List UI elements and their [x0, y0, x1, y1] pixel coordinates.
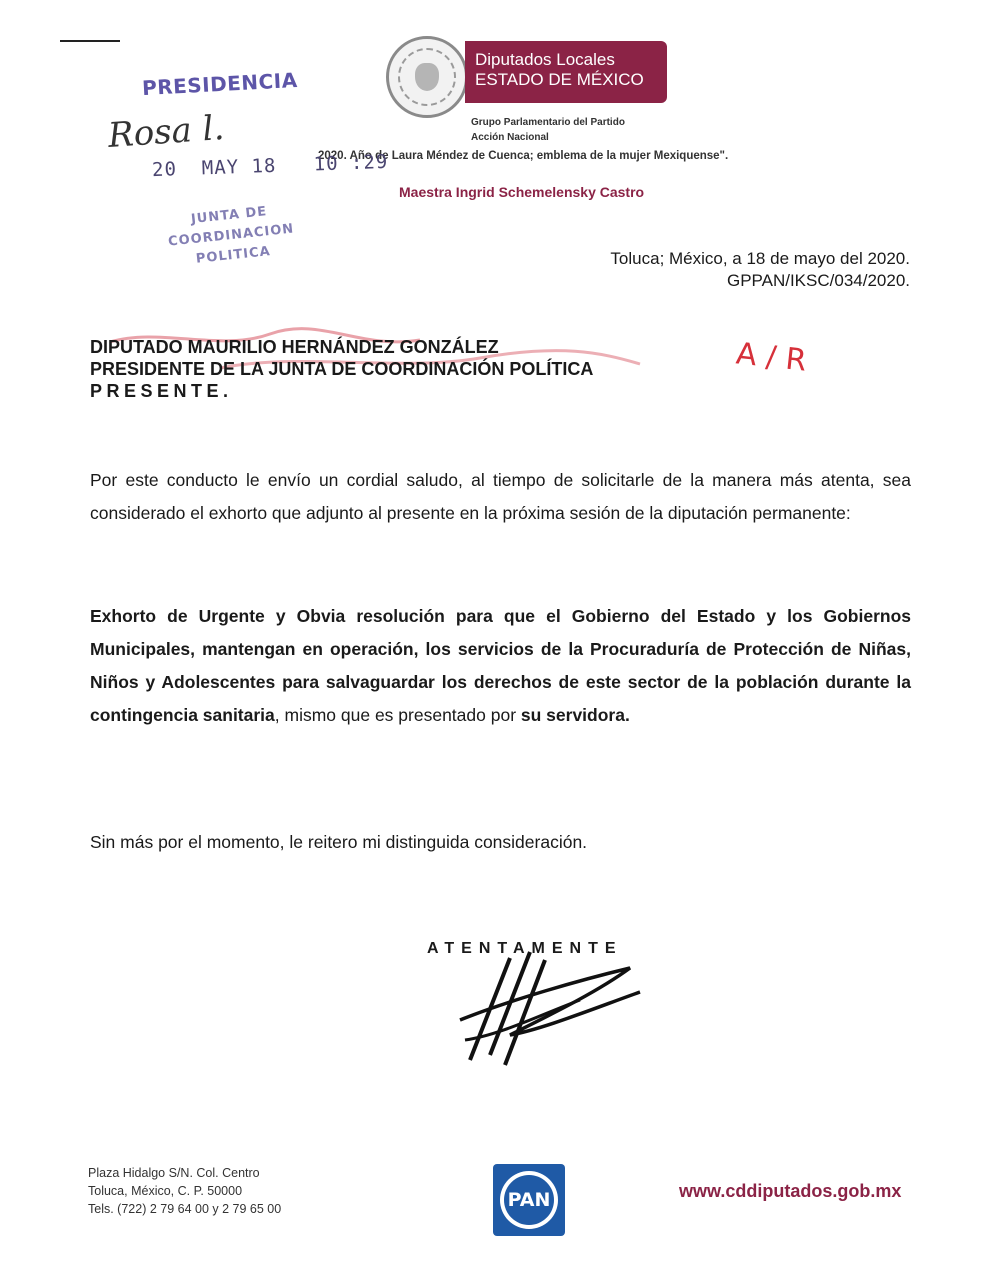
- year-motto: 2020. Año de Laura Méndez de Cuenca; emblema de la mujer Mexiquense".: [318, 150, 729, 162]
- exhorto-title: Exhorto de Urgente y Obvia resolución para que el Gobierno del Estado y los Gobiernos Municipales, mantengan en operación, los servicios de la Procuraduría de Protección de Niñas, Niños y Adolescentes para salvaguardar los derechos de este sector de la población durante la contingencia sanitaria: [90, 606, 911, 725]
- footer-address-line-1: Plaza Hidalgo S/N. Col. Centro: [88, 1166, 260, 1180]
- exhorto-connector: , mismo que es presentado por: [274, 705, 521, 725]
- addressee-block: [90, 336, 593, 402]
- paragraph-request: Por este conducto le envío un cordial saludo, al tiempo de solicitarle de la manera más atenta, sea considerado el exhorto que adjunto al presente en la próxima sesión de la diputación permanente:: [90, 470, 911, 523]
- author-name: Maestra Ingrid Schemelensky Castro: [399, 184, 645, 200]
- brand-line-1: Diputados Locales: [475, 50, 615, 69]
- date-reference-block: [610, 248, 910, 292]
- exhorto-end: su servidora.: [520, 705, 630, 725]
- group-line-1: Grupo Parlamentario del Partido: [471, 117, 625, 128]
- handwritten-annotation: A / R: [734, 336, 809, 379]
- brand-box: [465, 41, 667, 103]
- junta-stamp: [165, 200, 297, 273]
- junta-line-3: POLITICA: [195, 244, 272, 267]
- addressee-title: PRESIDENTE DE LA JUNTA DE COORDINACIÓN POLÍTICA: [90, 359, 594, 379]
- top-rule: [60, 40, 120, 42]
- paragraph-closing: Sin más por el momento, le reitero mi distinguida consideración.: [90, 832, 588, 852]
- received-date-stamp: [152, 151, 389, 181]
- paragraph-exhorto: [90, 600, 911, 732]
- footer-address-line-2: Toluca, México, C. P. 50000: [88, 1184, 243, 1198]
- pan-logo-icon: [493, 1164, 565, 1236]
- reference-number: GPPAN/IKSC/034/2020.: [726, 271, 910, 290]
- junta-line-1: JUNTA DE: [190, 204, 268, 228]
- footer-address: [88, 1164, 281, 1218]
- signature-mark: [450, 940, 650, 1080]
- state-seal-icon: [386, 36, 468, 118]
- pan-logo-text: PAN: [504, 1175, 554, 1225]
- presidencia-stamp: PRESIDENCIA: [141, 67, 299, 101]
- place-date: Toluca; México, a 18 de mayo del 2020.: [610, 249, 910, 268]
- junta-line-2: COORDINACION: [167, 221, 295, 250]
- group-name: [471, 115, 625, 145]
- closing-atentamente: ATENTAMENTE: [427, 940, 623, 957]
- group-line-2: Acción Nacional: [471, 132, 549, 143]
- received-date-text: 20 MAY 18 10 :29: [151, 150, 389, 182]
- footer-address-line-3: Tels. (722) 2 79 64 00 y 2 79 65 00: [88, 1202, 282, 1216]
- brand-line-2: ESTADO DE MÉXICO: [475, 70, 644, 89]
- addressee-presente: PRESENTE.: [90, 381, 233, 401]
- addressee-name: DIPUTADO MAURILIO HERNÁNDEZ GONZÁLEZ: [90, 337, 499, 357]
- website-link[interactable]: www.cddiputados.gob.mx: [679, 1181, 902, 1201]
- handwritten-initials: Rosa l.: [106, 107, 226, 157]
